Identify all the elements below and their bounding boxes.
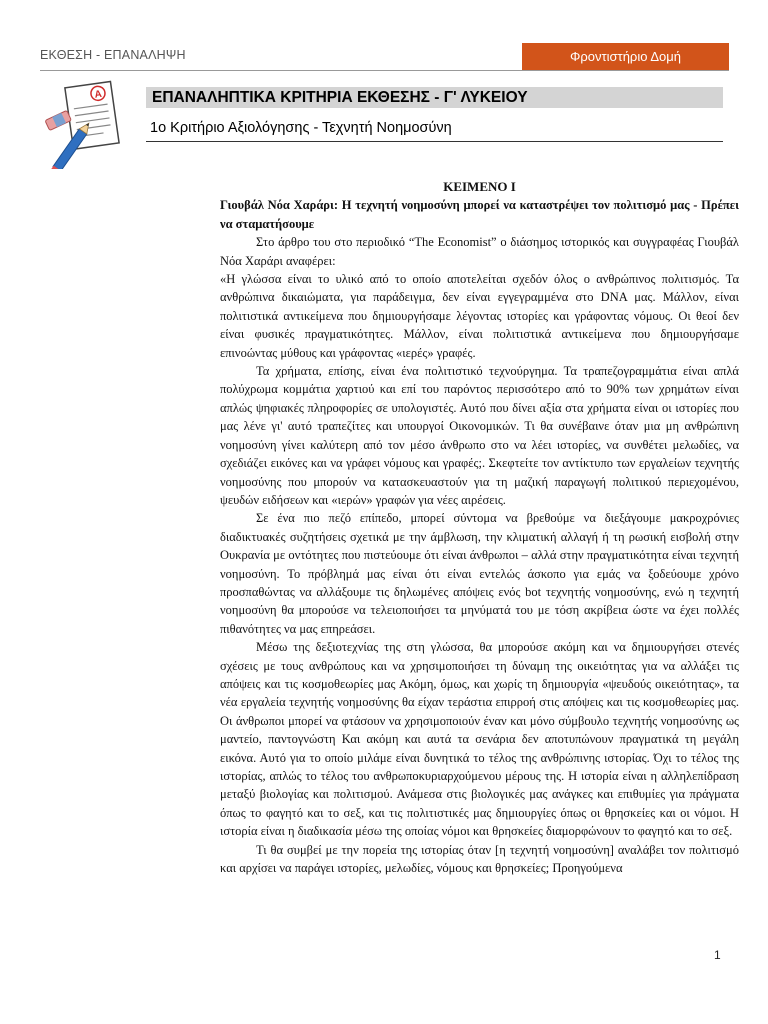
paragraph-5: Τι θα συμβεί με την πορεία της ιστορίας όταν [η τεχνητή νοημοσύνη] αναλάβει τον πολιτισμό και αρχίσει να παράγει ιστορίες, μελωδίες, νόμους και θρησκείες; Προηγούμενα xyxy=(220,842,739,876)
page-subtitle: 1ο Κριτήριο Αξιολόγησης - Τεχνητή Νοημοσύνη xyxy=(150,120,452,136)
article-title: Γιουβάλ Νόα Χαράρι: Η τεχνητή νοημοσύνη μπορεί να καταστρέψει τον πολιτισμό μας - Πρέπει να σταματήσουμε xyxy=(220,198,739,231)
title-bar xyxy=(146,87,723,108)
paragraph-3: Σε ένα πιο πεζό επίπεδο, μπορεί σύντομα να βρεθούμε να διεξάγουμε μακροχρόνιες διαδικτυακές συζητήσεις σχετικά με την άμβλωση, την κλιματική αλλαγή ή τη ρωσική εισβολή στην Ουκρανία με οντότητες που πιστεύουμε ότι είναι άνθρωποι – αλλά στην πραγματικότητα είναι τεχνητή νοημοσύνη. Το πρόβλημά μας είναι ότι είναι εντελώς άσκοπο για εμάς να ξοδεύουμε χρόνο προσπαθώντας να αλλάξουμε τις δηλωμένες απόψεις ενός bot τεχνητής νοημοσύνης, ενώ η τεχνητή νοημοσύνη θα μπορούσε να τελειοποιήσει τα μηνύματά του με τόση ακρίβεια ώστε να έχει πολλές πιθανότητες να μας επηρεάσει. xyxy=(220,511,739,636)
header-brand-badge: Φροντιστήριο Δομή xyxy=(522,43,729,70)
paragraph-1: «Η γλώσσα είναι το υλικό από το οποίο αποτελείται σχεδόν όλος ο ανθρώπινος πολιτισμός. Τα ανθρώπινα δικαιώματα, για παράδειγμα, δεν είναι εγγεγραμμένα στο DNA μας. Μάλλον, είναι πολιτιστικά αντικείμενα που δημιουργήσαμε λέγοντας ιστορίες και γράφοντας νόμους. Οι θεοί δεν είναι φυσικές πραγματικότητες. Μάλλον, είναι πολιτιστικά αντικείμενα που δημιουργήσαμε επινοώντας μύθους και γράφοντας «ιερές» γραφές. xyxy=(220,272,739,360)
paragraph-2: Τα χρήματα, επίσης, είναι ένα πολιτιστικό τεχνούργημα. Τα τραπεζογραμμάτια είναι απλά πολύχρωμα κομμάτια χαρτιού και επί του παρόντος περισσότερο από το 90% των χρημάτων είναι απλώς ψηφιακές πληροφορίες σε υπολογιστές. Αυτό που δίνει αξία στα χρήματα είναι οι ιστορίες που μας λένε γι' αυτό τραπεζίτες και υπουργοί Οικονομικών. Τι θα συνέβαινε όταν μια μη ανθρώπινη νοημοσύνη γίνει καλύτερη από τον μέσο άνθρωπο στο να λέει ιστορίες, να συνθέτει μελωδίες, να σχεδιάζει εικόνες και να γράφει νόμους και γραφές;. Σκεφτείτε τον αντίκτυπο των εργαλείων τεχνητής νοημοσύνης που μπορούν να κατασκευαστούν για τη μαζική παραγωγή πολιτικού περιεχομένου, ψευδών ειδήσεων και «ιερών» γραφών για νέες αιρέσεις. xyxy=(220,364,739,507)
graded-paper-pencil-icon xyxy=(40,77,136,169)
text-heading: ΚΕΙΜΕΝΟ Ι xyxy=(443,179,516,194)
header-section-label: ΕΚΘΕΣΗ - ΕΠΑΝΑΛΗΨΗ xyxy=(40,48,186,62)
svg-text:A: A xyxy=(93,88,103,101)
paragraph-4: Μέσω της δεξιοτεχνίας της στη γλώσσα, θα μπορούσε ακόμη και να δημιουργήσει στενές σχέσεις με τους ανθρώπους και να χρησιμοποιήσει τη δύναμη της οικειότητας για να αλλάξει τις απόψεις και τις κοσμοθεωρίες μας Ακόμη, όμως, και χωρίς τη δημιουργία «ψευδούς οικειότητας», τα νέα εργαλεία τεχνητής νοημοσύνης θα είχαν τεράστια επιρροή στις απόψεις και τις κοσμοθεωρίες μας. Οι άνθρωποι μπορεί να φτάσουν να χρησιμοποιούν έναν και μόνο σύμβουλο τεχνητής νοημοσύνης ως μαντείο, παντογνώστη Και ακόμη και αυτά τα σενάρια δεν αποτυπώνουν πραγματικά τη μεγάλη εικόνα. Αυτό για το οποίο μιλάμε είναι δυνητικά το τέλος της ανθρώπινης ιστορίας. Όχι το τέλος της ιστορίας, απλώς το τέλος του ανθρωποκυριαρχούμενου μέρους της. Η ιστορία είναι η αλληλεπίδραση μεταξύ βιολογίας και πολιτισμού. Ανάμεσα στις βιολογικές μας ανάγκες και επιθυμίες για πράγματα όπως το φαγητό και το σεξ, και τις πολιτιστικές μας δημιουργίες όπως οι θρησκείες και οι νόμοι. Η ιστορία είναι η διαδικασία μέσω της οποίας νόμοι και θρησκείες διαμορφώνουν το φαγητό και το σεξ. xyxy=(220,640,739,839)
header-divider xyxy=(40,70,729,71)
text-body xyxy=(220,178,739,877)
page-title: ΕΠΑΝΑΛΗΠΤΙΚΑ ΚΡΙΤΗΡΙΑ ΕΚΘΕΣΗΣ - Γ' ΛΥΚΕΙΟΥ xyxy=(152,89,528,106)
page-number: 1 xyxy=(714,948,721,962)
subtitle-divider xyxy=(146,141,723,142)
intro-paragraph: Στο άρθρο του στο περιοδικό “The Economist” ο διάσημος ιστορικός και συγγραφέας Γιουβάλ Νόα Χαράρι αναφέρει: xyxy=(220,235,739,268)
